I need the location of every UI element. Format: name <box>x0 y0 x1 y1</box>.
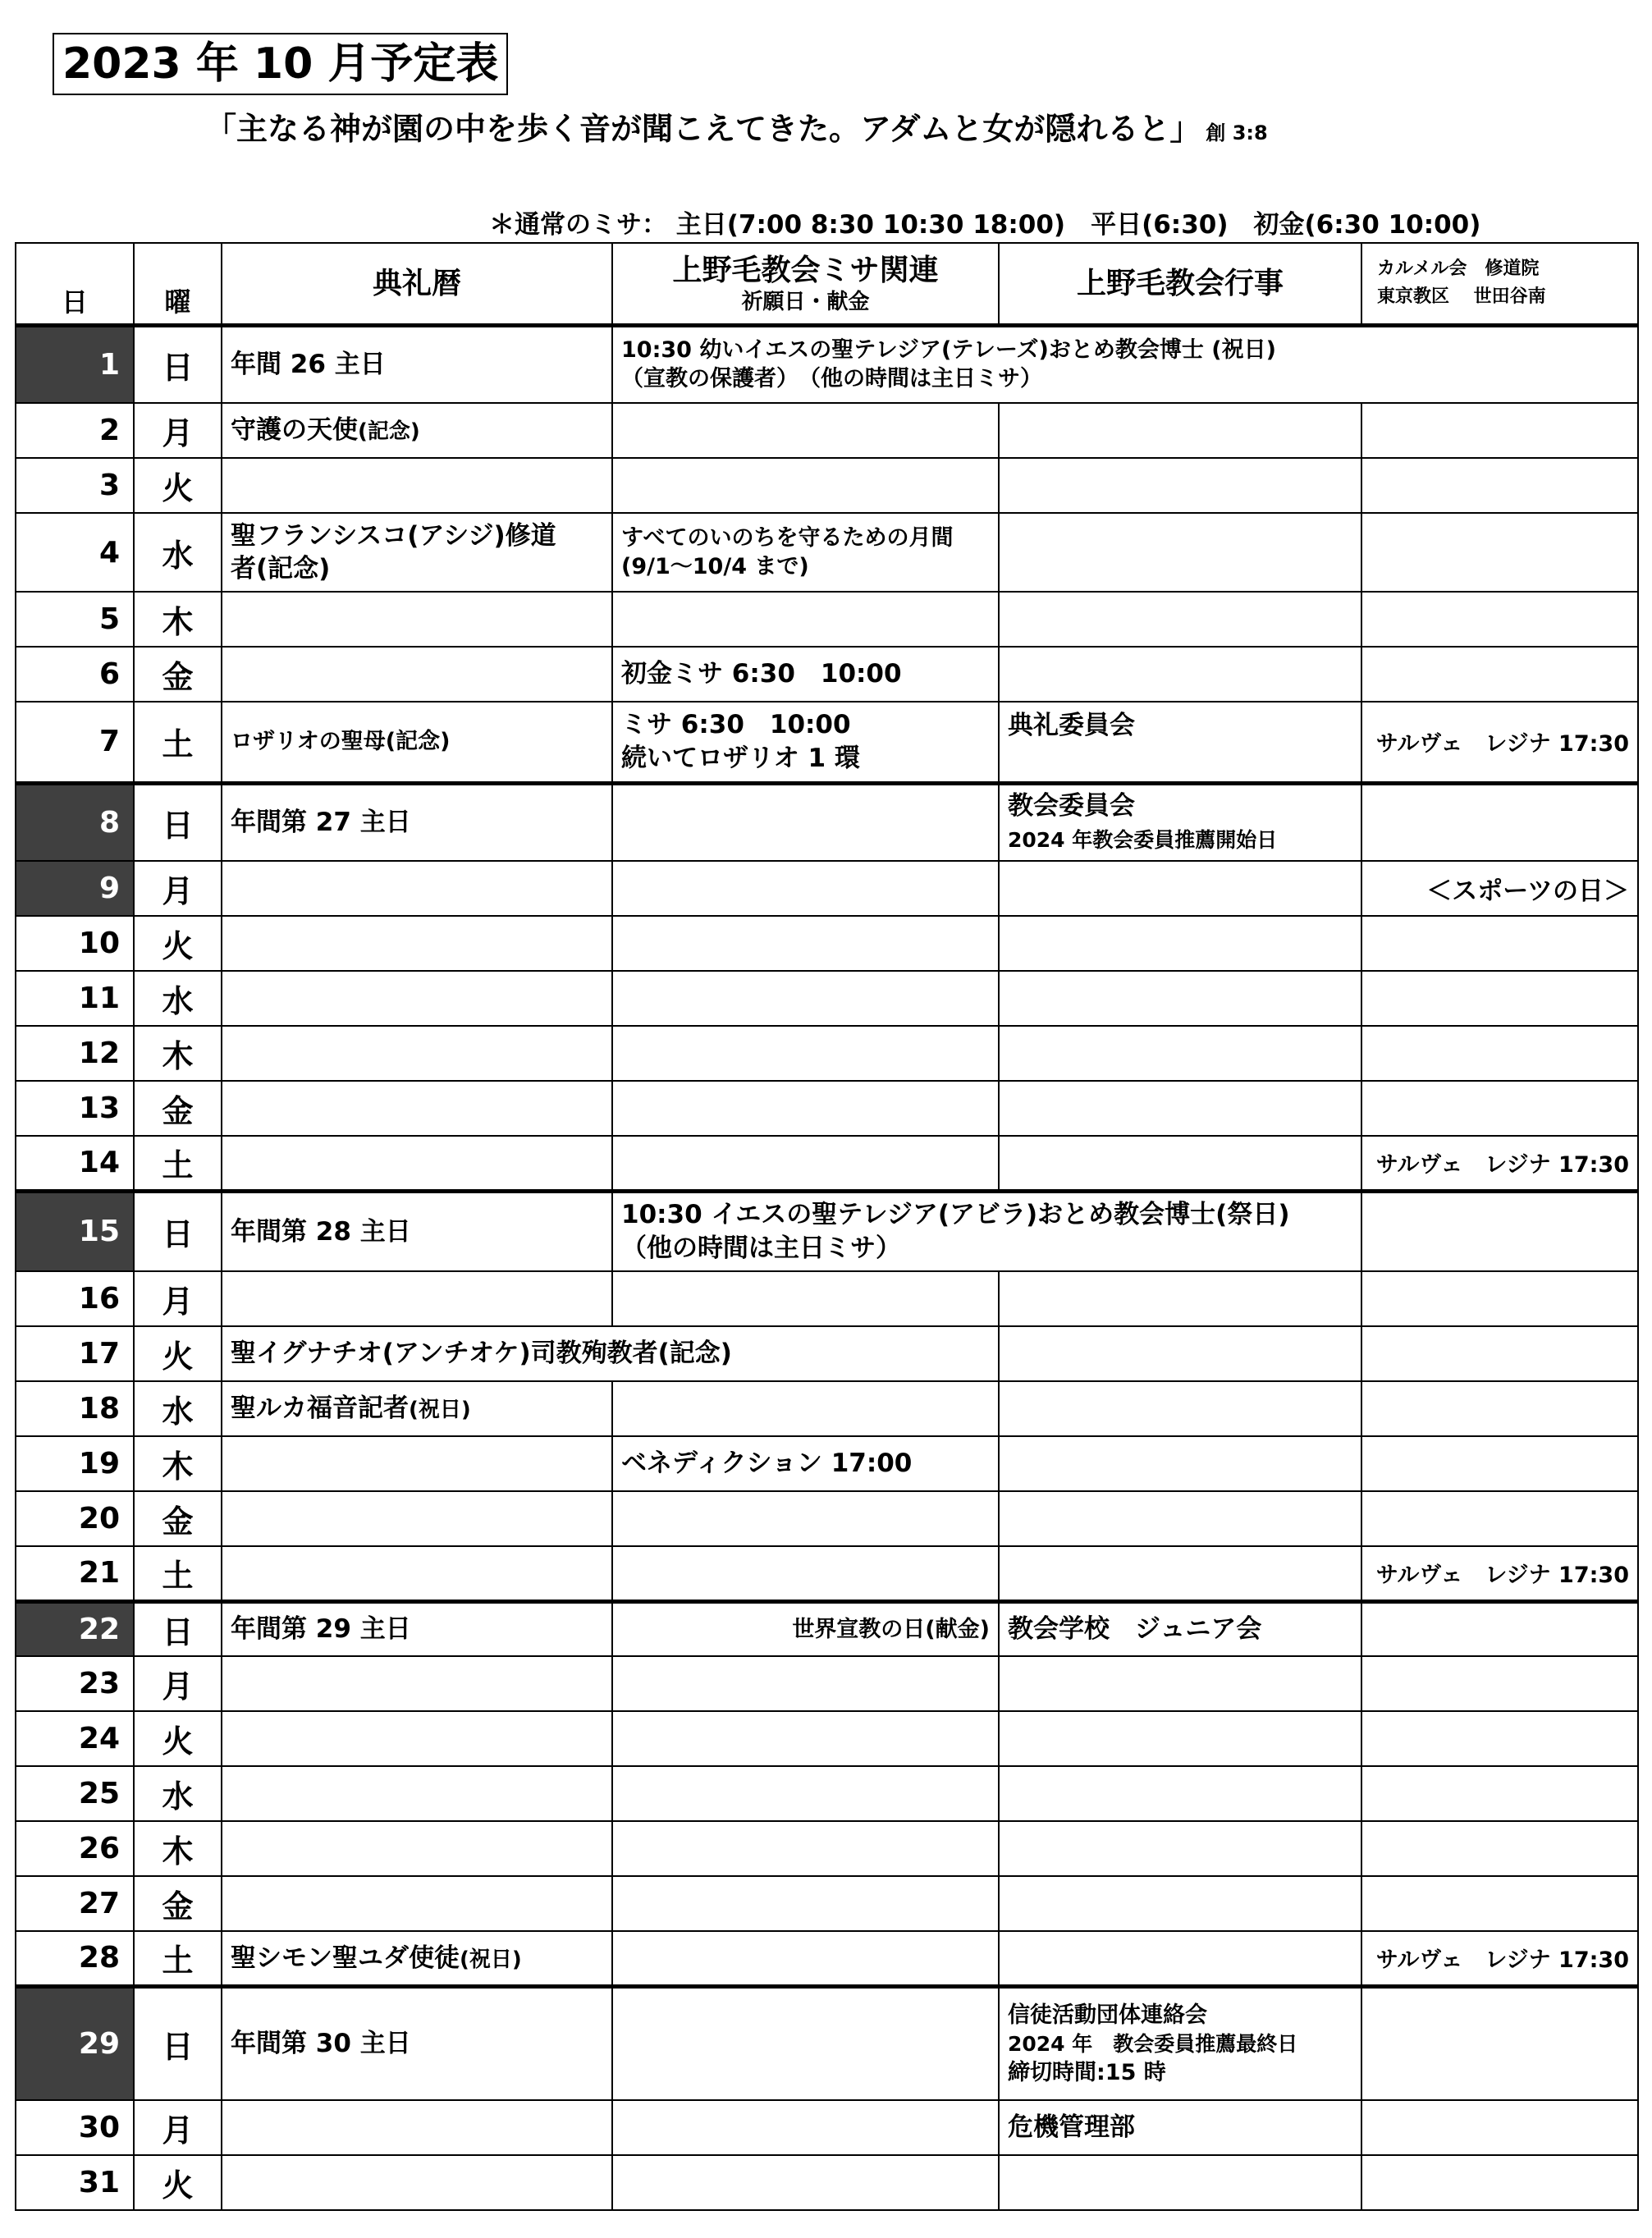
day-of-week: 火 <box>134 916 222 971</box>
carmel-cell <box>1361 1326 1638 1381</box>
events-cell <box>999 403 1361 458</box>
table-row <box>16 1436 1638 1491</box>
liturgy-cell <box>222 1436 612 1491</box>
events-cell <box>999 1136 1361 1191</box>
events-line: 信徒活動団体連絡会 <box>1008 2002 1207 2028</box>
mass-line-2: （他の時間は主日ミサ） <box>621 1233 901 1263</box>
day-number: 20 <box>16 1491 134 1546</box>
table-row <box>16 1821 1638 1876</box>
day-number: 13 <box>16 1081 134 1136</box>
day-of-week: 水 <box>134 513 222 592</box>
day-of-week: 日 <box>134 783 222 861</box>
events-cell <box>999 916 1361 971</box>
day-of-week: 火 <box>134 1711 222 1766</box>
liturgy-cell <box>222 513 612 592</box>
carmel-cell <box>1361 647 1638 702</box>
events-line-3: 締切時間:15 時 <box>1008 2059 1166 2085</box>
carmel-cell <box>1361 1381 1638 1436</box>
day-of-week: 金 <box>134 1876 222 1931</box>
mass-cell: 初金ミサ 6:30 10:00 <box>612 647 999 702</box>
carmel-cell <box>1361 1026 1638 1081</box>
day-of-week: 木 <box>134 1436 222 1491</box>
day-number: 19 <box>16 1436 134 1491</box>
mass-cell <box>612 1136 999 1191</box>
table-row <box>16 647 1638 702</box>
table-row <box>16 861 1638 916</box>
liturgy-cell <box>222 1766 612 1821</box>
scripture-verse <box>205 103 1268 149</box>
day-number: 7 <box>16 702 134 783</box>
carmel-cell <box>1361 1766 1638 1821</box>
day-number: 16 <box>16 1271 134 1326</box>
mass-cell <box>612 1656 999 1711</box>
carmel-cell <box>1361 1821 1638 1876</box>
liturgy-text: 聖シモン聖ユダ使徒 <box>231 1943 460 1973</box>
events-cell <box>999 1326 1361 1381</box>
events-cell <box>999 513 1361 592</box>
liturgy-cell <box>222 1381 612 1436</box>
events-cell <box>999 1081 1361 1136</box>
day-number: 22 <box>16 1601 134 1656</box>
events-cell <box>999 1491 1361 1546</box>
table-row <box>16 1326 1638 1381</box>
verse-reference: 創 3:8 <box>1206 121 1268 144</box>
liturgy-cell <box>222 1491 612 1546</box>
day-of-week: 木 <box>134 1026 222 1081</box>
day-number: 4 <box>16 513 134 592</box>
mass-cell <box>612 861 999 916</box>
table-row <box>16 1271 1638 1326</box>
liturgy-cell <box>222 1026 612 1081</box>
day-number: 2 <box>16 403 134 458</box>
carmel-cell: サルヴェ レジナ 17:30 <box>1361 702 1638 783</box>
table-row <box>16 325 1638 403</box>
day-number: 21 <box>16 1546 134 1601</box>
liturgy-text: 守護の天使 <box>231 415 358 446</box>
day-of-week: 日 <box>134 1986 222 2100</box>
liturgy-cell: 聖イグナチオ(アンチオケ)司教殉教者(記念) <box>222 1326 999 1381</box>
day-number: 3 <box>16 458 134 513</box>
day-of-week: 木 <box>134 592 222 647</box>
table-row <box>16 513 1638 592</box>
header-mass-main: 上野毛教会ミサ関連 <box>672 253 939 287</box>
day-of-week: 土 <box>134 702 222 783</box>
mass-cell <box>612 1711 999 1766</box>
day-number: 30 <box>16 2100 134 2155</box>
mass-cell <box>612 1491 999 1546</box>
day-of-week: 水 <box>134 1381 222 1436</box>
day-number: 25 <box>16 1766 134 1821</box>
liturgy-rank: (祝日) <box>409 1398 471 1423</box>
events-cell <box>999 1766 1361 1821</box>
events-cell <box>999 971 1361 1026</box>
day-of-week: 火 <box>134 2155 222 2210</box>
day-number: 24 <box>16 1711 134 1766</box>
liturgy-cell <box>222 971 612 1026</box>
liturgy-cell <box>222 1271 612 1326</box>
day-number: 27 <box>16 1876 134 1931</box>
day-of-week: 日 <box>134 1601 222 1656</box>
carmel-cell <box>1361 458 1638 513</box>
events-line-2: 2024 年教会委員推薦開始日 <box>1008 828 1278 853</box>
day-of-week: 月 <box>134 1271 222 1326</box>
day-number: 5 <box>16 592 134 647</box>
liturgy-cell: 年間第 29 主日 <box>222 1601 612 1656</box>
schedule-table <box>15 242 1639 2211</box>
mass-cell: ベネディクション 17:00 <box>612 1436 999 1491</box>
mass-cell <box>612 1191 1361 1271</box>
liturgy-cell: 年間 26 主日 <box>222 325 612 403</box>
carmel-cell <box>1361 1711 1638 1766</box>
table-row <box>16 1656 1638 1711</box>
events-cell: 危機管理部 <box>999 2100 1361 2155</box>
carmel-cell <box>1361 592 1638 647</box>
events-cell: 教会学校 ジュニア会 <box>999 1601 1361 1656</box>
day-of-week: 火 <box>134 458 222 513</box>
liturgy-cell: 年間第 30 主日 <box>222 1986 612 2100</box>
day-number: 23 <box>16 1656 134 1711</box>
mass-cell <box>612 916 999 971</box>
header-carmel-line2: 東京教区 世田谷南 <box>1377 286 1546 308</box>
table-row <box>16 2100 1638 2155</box>
table-row <box>16 1876 1638 1931</box>
table-row <box>16 1601 1638 1656</box>
day-of-week: 土 <box>134 1546 222 1601</box>
mass-line-2: 続いてロザリオ 1 環 <box>621 743 860 773</box>
carmel-cell: サルヴェ レジナ 17:30 <box>1361 1136 1638 1191</box>
events-cell <box>999 1711 1361 1766</box>
liturgy-cell: 年間第 27 主日 <box>222 783 612 861</box>
mass-cell <box>612 592 999 647</box>
header-liturgy: 典礼暦 <box>222 243 612 325</box>
events-cell <box>999 1546 1361 1601</box>
table-row <box>16 403 1638 458</box>
carmel-cell <box>1361 916 1638 971</box>
table-row <box>16 1766 1638 1821</box>
liturgy-cell <box>222 1821 612 1876</box>
liturgy-cell <box>222 403 612 458</box>
events-cell: 典礼委員会 <box>999 702 1361 783</box>
page-title: 2023 年 10 月予定表 <box>53 33 508 95</box>
mass-cell <box>612 513 999 592</box>
liturgy-cell: 年間第 28 主日 <box>222 1191 612 1271</box>
mass-cell: 世界宣教の日(献金) <box>612 1601 999 1656</box>
day-of-week: 水 <box>134 1766 222 1821</box>
day-of-week: 土 <box>134 1136 222 1191</box>
mass-cell <box>612 971 999 1026</box>
mass-cell <box>612 1271 999 1326</box>
carmel-cell <box>1361 1436 1638 1491</box>
table-row <box>16 783 1638 861</box>
table-row <box>16 1986 1638 2100</box>
liturgy-text: 聖ルカ福音記者 <box>231 1394 409 1424</box>
liturgy-cell <box>222 2100 612 2155</box>
mass-cell <box>612 2155 999 2210</box>
day-number: 18 <box>16 1381 134 1436</box>
table-row <box>16 2155 1638 2210</box>
events-cell <box>999 458 1361 513</box>
mass-cell <box>612 1026 999 1081</box>
mass-line: すべてのいのちを守るための月間 <box>621 524 954 551</box>
mass-cell <box>612 702 999 783</box>
mass-cell <box>612 403 999 458</box>
liturgy-cell <box>222 647 612 702</box>
liturgy-cell <box>222 1711 612 1766</box>
liturgy-cell <box>222 1136 612 1191</box>
carmel-cell <box>1361 1601 1638 1656</box>
carmel-cell <box>1361 1191 1638 1271</box>
table-row <box>16 1191 1638 1271</box>
day-of-week: 金 <box>134 1491 222 1546</box>
day-of-week: 金 <box>134 1081 222 1136</box>
mass-line-2: (9/1～10/4 まで) <box>621 554 809 579</box>
day-of-week: 土 <box>134 1931 222 1986</box>
table-header-row <box>16 243 1638 325</box>
events-cell <box>999 783 1361 861</box>
liturgy-cell <box>222 916 612 971</box>
events-cell <box>999 1876 1361 1931</box>
liturgy-cell <box>222 592 612 647</box>
liturgy-cell <box>222 1081 612 1136</box>
regular-mass-note: ＊通常のミサ： 主日(7:00 8:30 10:30 18:00) 平日(6:30) 初金(6:30 10:00) <box>489 210 1481 240</box>
carmel-cell <box>1361 1656 1638 1711</box>
table-row <box>16 592 1638 647</box>
liturgy-cell <box>222 1546 612 1601</box>
events-cell <box>999 1026 1361 1081</box>
carmel-cell <box>1361 2100 1638 2155</box>
carmel-cell: サルヴェ レジナ 17:30 <box>1361 1546 1638 1601</box>
day-of-week: 月 <box>134 1656 222 1711</box>
events-cell <box>999 1436 1361 1491</box>
mass-cell <box>612 325 1638 403</box>
header-carmel-line1: カルメル会 修道院 <box>1377 259 1540 280</box>
liturgy-rank: (祝日) <box>460 1947 522 1972</box>
table-row <box>16 1711 1638 1766</box>
mass-line: 10:30 イエスの聖テレジア(アビラ)おとめ教会博士(祭日) <box>621 1200 1290 1230</box>
day-of-week: 水 <box>134 971 222 1026</box>
day-of-week: 日 <box>134 1191 222 1271</box>
day-number: 31 <box>16 2155 134 2210</box>
liturgy-rank: (記念) <box>358 419 420 445</box>
day-of-week: 月 <box>134 861 222 916</box>
events-cell <box>999 1931 1361 1986</box>
table-row <box>16 1026 1638 1081</box>
day-of-week: 火 <box>134 1326 222 1381</box>
liturgy-cell <box>222 1876 612 1931</box>
carmel-cell <box>1361 783 1638 861</box>
day-of-week: 月 <box>134 403 222 458</box>
mass-cell <box>612 1821 999 1876</box>
mass-line: 10:30 幼いイエスの聖テレジア(テレーズ)おとめ教会博士 (祝日) <box>621 337 1276 364</box>
table-row <box>16 1081 1638 1136</box>
liturgy-cell <box>222 2155 612 2210</box>
liturgy-text-2: 者(記念) <box>231 554 331 584</box>
header-mass <box>612 243 999 325</box>
mass-cell <box>612 1931 999 1986</box>
verse-text: 「主なる神が園の中を歩く音が聞こえてきた。アダムと女が隠れると」 <box>205 111 1201 147</box>
mass-cell <box>612 1546 999 1601</box>
carmel-cell <box>1361 1986 1638 2100</box>
day-number: 6 <box>16 647 134 702</box>
day-of-week: 月 <box>134 2100 222 2155</box>
table-row <box>16 916 1638 971</box>
table-row <box>16 971 1638 1026</box>
carmel-cell <box>1361 1081 1638 1136</box>
day-number: 11 <box>16 971 134 1026</box>
events-cell <box>999 2155 1361 2210</box>
events-cell <box>999 1656 1361 1711</box>
day-number: 10 <box>16 916 134 971</box>
mass-cell <box>612 2100 999 2155</box>
liturgy-cell: ロザリオの聖母(記念) <box>222 702 612 783</box>
carmel-cell <box>1361 513 1638 592</box>
day-number: 17 <box>16 1326 134 1381</box>
liturgy-cell <box>222 458 612 513</box>
table-row <box>16 458 1638 513</box>
day-number: 28 <box>16 1931 134 1986</box>
mass-cell <box>612 1876 999 1931</box>
events-cell <box>999 1271 1361 1326</box>
header-carmel <box>1361 243 1638 325</box>
events-cell <box>999 592 1361 647</box>
carmel-cell: ＜スポーツの日＞ <box>1361 861 1638 916</box>
mass-cell <box>612 1081 999 1136</box>
liturgy-cell <box>222 861 612 916</box>
carmel-cell <box>1361 1271 1638 1326</box>
header-day: 日 <box>16 243 134 325</box>
carmel-cell <box>1361 1491 1638 1546</box>
table-row <box>16 1931 1638 1986</box>
mass-line: ミサ 6:30 10:00 <box>621 710 851 740</box>
mass-line-2: （宣教の保護者） （他の時間は主日ミサ） <box>621 366 1042 392</box>
day-number: 15 <box>16 1191 134 1271</box>
table-row <box>16 1546 1638 1601</box>
events-cell <box>999 861 1361 916</box>
liturgy-cell <box>222 1656 612 1711</box>
day-number: 8 <box>16 783 134 861</box>
day-number: 14 <box>16 1136 134 1191</box>
carmel-cell <box>1361 2155 1638 2210</box>
day-number: 29 <box>16 1986 134 2100</box>
events-cell <box>999 1821 1361 1876</box>
mass-cell <box>612 458 999 513</box>
header-events: 上野毛教会行事 <box>999 243 1361 325</box>
day-of-week: 日 <box>134 325 222 403</box>
day-number: 26 <box>16 1821 134 1876</box>
table-row <box>16 1491 1638 1546</box>
mass-cell <box>612 783 999 861</box>
events-cell <box>999 647 1361 702</box>
events-line: 教会委員会 <box>1008 790 1135 821</box>
events-line-2: 2024 年 教会委員推薦最終日 <box>1008 2031 1298 2056</box>
carmel-cell <box>1361 971 1638 1026</box>
header-weekday: 曜 <box>134 243 222 325</box>
day-number: 12 <box>16 1026 134 1081</box>
carmel-cell <box>1361 1876 1638 1931</box>
day-of-week: 木 <box>134 1821 222 1876</box>
mass-cell <box>612 1381 999 1436</box>
mass-cell <box>612 1766 999 1821</box>
events-cell <box>999 1986 1361 2100</box>
day-number: 9 <box>16 861 134 916</box>
liturgy-cell <box>222 1931 612 1986</box>
table-row <box>16 1136 1638 1191</box>
carmel-cell: サルヴェ レジナ 17:30 <box>1361 1931 1638 1986</box>
table-row <box>16 702 1638 783</box>
header-mass-sub: 祈願日・献金 <box>741 289 870 314</box>
day-number: 1 <box>16 325 134 403</box>
day-of-week: 金 <box>134 647 222 702</box>
mass-cell <box>612 1986 999 2100</box>
table-row <box>16 1381 1638 1436</box>
carmel-cell <box>1361 403 1638 458</box>
events-cell <box>999 1381 1361 1436</box>
liturgy-text: 聖フランシスコ(アシジ)修道 <box>231 520 556 551</box>
